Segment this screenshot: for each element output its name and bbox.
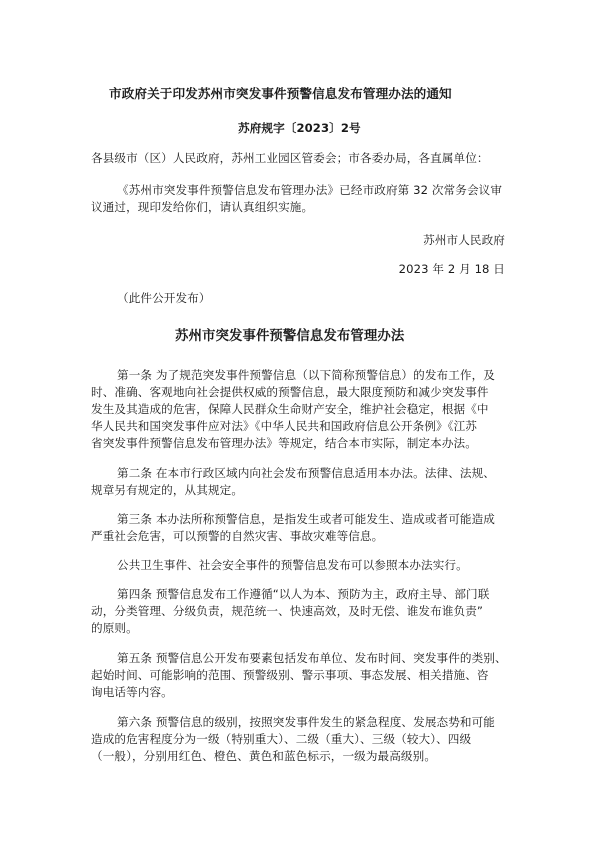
article-4-line: 的原则。	[91, 621, 138, 635]
article-3-line: 第三条 本办法所称预警信息，是指发生或者可能发生、造成或者可能造成	[117, 512, 495, 526]
article-1-line: 发生及其造成的危害，保障人民群众生命财产安全，维护社会稳定，根据《中	[91, 402, 489, 416]
paragraph-line: 公共卫生事件、社会安全事件的预警信息发布可以参照本办法实行。	[117, 558, 468, 572]
article-2-line: 规章另有规定的，从其规定。	[91, 483, 244, 497]
article-1-line: 时、准确、客观地向社会提供权威的预警信息，最大限度预防和减少突发事件	[91, 385, 489, 399]
article-1-line: 华人民共和国突发事件应对法》《中华人民共和国政府信息公开条例》《江苏	[91, 419, 477, 433]
article-4-line: 第四条 预警信息发布工作遵循“以人为本、预防为主，政府主导、部门联	[117, 587, 490, 601]
issuer-signature: 苏州市人民政府	[423, 233, 505, 247]
notice-body-line: 议通过，现印发给你们，请认真组织实施。	[91, 200, 314, 214]
notice-body-line: 《苏州市突发事件预警信息发布管理办法》已经市政府第 32 次常务会议审	[117, 183, 503, 197]
issue-date: 2023 年 2 月 18 日	[398, 262, 505, 276]
article-3-line: 严重社会危害，可以预警的自然灾害、事故灾难等信息。	[91, 529, 384, 543]
article-6-line: 造成的危害程度分为一级（特别重大）、二级（重大）、三级（较大）、四级	[91, 732, 472, 746]
article-6-line: 第六条 预警信息的级别，按照突发事件发生的紧急程度、发展态势和可能	[117, 715, 495, 729]
recipients-line: 各县级市（区）人民政府，苏州工业园区管委会；市各委办局，各直属单位：	[91, 151, 489, 165]
document-number: 苏府规字〔2023〕2号	[238, 121, 361, 135]
article-4-line: 动，分类管理、分级负责，规范统一、快速高效，及时无偿、谁发布谁负责”	[91, 604, 484, 618]
article-5-line: 起始时间、可能影响的范围、预警级别、警示事项、事态发展、相关措施、咨	[91, 668, 489, 682]
article-2-line: 第二条 在本市行政区域内向社会发布预警信息适用本办法。法律、法规、	[117, 466, 495, 480]
measures-title: 苏州市突发事件预警信息发布管理办法	[175, 329, 405, 344]
article-5-line: 询电话等内容。	[91, 685, 173, 699]
article-1-line: 省突发事件预警信息发布管理办法》等规定，结合本市实际，制定本办法。	[91, 436, 477, 450]
notice-title: 市政府关于印发苏州市突发事件预警信息发布管理办法的通知	[109, 86, 452, 101]
article-6-line: （一般），分别用红色、橙色、黄色和蓝色标示，一级为最高级别。	[91, 749, 437, 763]
publish-note: （此件公开发布）	[117, 291, 211, 305]
article-5-line: 第五条 预警信息公开发布要素包括发布单位、发布时间、突发事件的类别、	[117, 651, 507, 665]
article-1-line: 第一条 为了规范突发事件预警信息（以下简称预警信息）的发布工作，及	[117, 368, 495, 382]
